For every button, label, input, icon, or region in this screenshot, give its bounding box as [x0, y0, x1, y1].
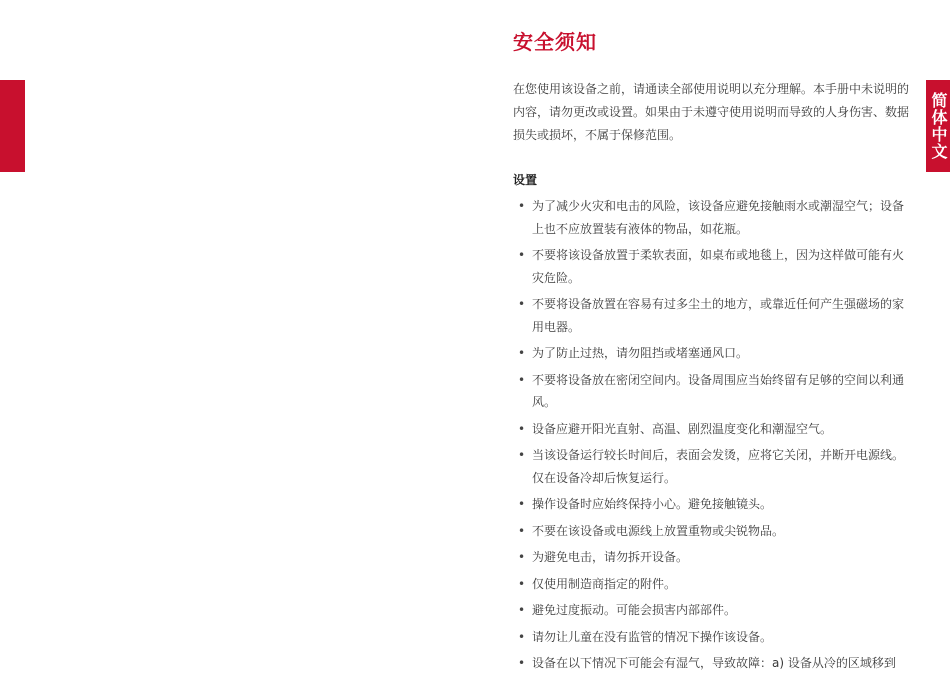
- bullet-item: [513, 493, 913, 516]
- bullet-dot: •: [518, 603, 526, 617]
- bullet-item: [513, 520, 913, 543]
- bullet-item: [513, 444, 913, 489]
- bullet-item: [513, 652, 913, 675]
- language-tab: [926, 80, 950, 172]
- page-title: 安全须知: [513, 30, 597, 54]
- bullet-dot: •: [518, 497, 526, 511]
- bullet-dot: •: [518, 297, 526, 311]
- bullet-item: [513, 369, 913, 414]
- bullet-dot: •: [518, 656, 526, 670]
- bullet-item: [513, 546, 913, 569]
- bullet-text: 不要在该设备或电源线上放置重物或尖锐物品。: [532, 523, 785, 538]
- bullet-dot: •: [518, 372, 526, 387]
- bullet-text: 为了防止过热，请勿阻挡或堵塞通风口。: [532, 346, 749, 360]
- bullet-text: 仅使用制造商指定的附件。: [532, 576, 677, 591]
- left-edge-tab: [0, 80, 25, 172]
- bullet-dot: •: [518, 550, 526, 564]
- bullet-text: 为避免电击，请勿拆开设备。: [532, 550, 689, 564]
- bullet-item: [513, 195, 913, 240]
- document-content: [513, 28, 913, 679]
- bullet-item: [513, 342, 913, 365]
- bullet-dot: •: [518, 629, 526, 644]
- intro-paragraph: 在您使用该设备之前，请通读全部使用说明以充分理解。本手册中未说明的内容，请勿更改或设置。如果由于未遵守使用说明而导致的人身伤害、数据损失或损坏，不属于保修范围。: [513, 82, 910, 142]
- bullet-dot: •: [518, 421, 526, 436]
- bullet-text: 设备在以下情况下可能会有湿气，导致故障：a) 设备从冷的区域移到: [532, 656, 896, 670]
- bullet-text: 避免过度振动。可能会损害内部部件。: [532, 603, 737, 617]
- bullet-dot: •: [518, 523, 526, 538]
- bullet-text: 请勿让儿童在没有监管的情况下操作该设备。: [532, 629, 773, 644]
- bullet-text: 不要将设备放置在容易有过多尘土的地方，或靠近任何产生强磁场的家用电器。: [532, 297, 905, 334]
- bullet-item: [513, 626, 913, 649]
- bullet-item: [513, 599, 913, 622]
- bullet-text: 不要将该设备放置于柔软表面，如桌布或地毯上，因为这样做可能有火灾危险。: [532, 248, 905, 285]
- bullet-dot: •: [518, 576, 526, 591]
- bullet-text: 设备应避开阳光直射、高温、剧烈温度变化和潮湿空气。: [532, 421, 833, 436]
- bullet-dot: •: [518, 248, 526, 262]
- bullet-item: [513, 573, 913, 596]
- bullet-item: [513, 293, 913, 338]
- language-tab-label: 简体中文: [929, 92, 948, 160]
- bullet-text: 操作设备时应始终保持小心。避免接触镜头。: [532, 497, 773, 511]
- bullet-dot: •: [518, 346, 526, 360]
- bullet-item: [513, 244, 913, 289]
- bullet-list: [513, 195, 913, 675]
- bullet-text: 当该设备运行较长时间后，表面会发烫，应将它关闭，并断开电源线。仅在设备冷却后恢复运行。: [532, 448, 905, 485]
- bullet-text: 为了减少火灾和电击的风险，该设备应避免接触雨水或潮湿空气；设备上也不应放置装有液体的物品，如花瓶。: [532, 199, 905, 236]
- bullet-item: [513, 418, 913, 441]
- bullet-dot: •: [518, 199, 526, 213]
- section-heading-setup: 设置: [513, 173, 538, 187]
- bullet-text: 不要将设备放在密闭空间内。设备周围应当始终留有足够的空间以利通风。: [532, 372, 905, 409]
- bullet-dot: •: [518, 448, 526, 462]
